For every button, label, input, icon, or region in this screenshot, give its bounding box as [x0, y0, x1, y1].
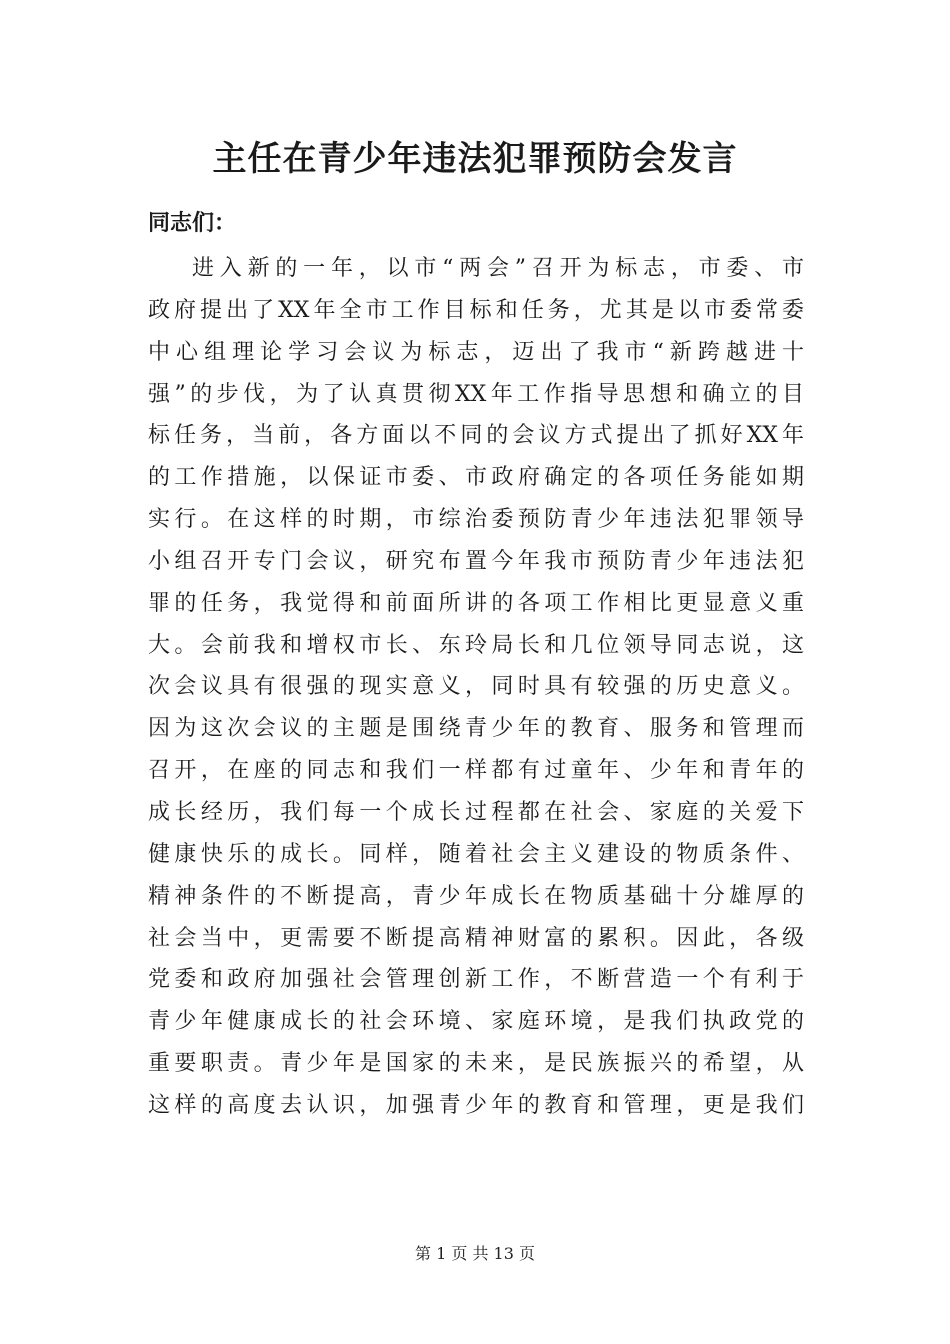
page-number-footer: 第 1 页 共 13 页	[415, 1244, 535, 1263]
body-line: 重要职责。青少年是国家的未来，是民族振兴的希望，从	[148, 1051, 804, 1077]
body-line: 次会议具有很强的现实意义，同时具有较强的历史意义。	[148, 674, 804, 700]
body-line: 强”的步伐，为了认真贯彻XX年工作指导思想和确立的目	[148, 381, 804, 407]
body-line: 成长经历，我们每一个成长过程都在社会、家庭的关爱下	[148, 799, 804, 825]
body-line: 召开，在座的同志和我们一样都有过童年、少年和青年的	[148, 758, 804, 784]
body-line: 罪的任务，我觉得和前面所讲的各项工作相比更显意义重	[148, 590, 804, 616]
body-line: 标任务，当前，各方面以不同的会议方式提出了抓好XX年	[148, 423, 804, 449]
body-line: 精神条件的不断提高，青少年成长在物质基础十分雄厚的	[148, 883, 804, 909]
body-line: 因为这次会议的主题是围绕青少年的教育、服务和管理而	[148, 716, 804, 742]
body-line: 大。会前我和增权市长、东玲局长和几位领导同志说，这	[148, 632, 804, 658]
body-line: 小组召开专门会议，研究布置今年我市预防青少年违法犯	[148, 548, 804, 574]
body-line: 进入新的一年，以市“两会”召开为标志，市委、市	[192, 256, 804, 281]
document-title: 主任在青少年违法犯罪预防会发言	[212, 139, 738, 179]
body-text	[148, 248, 804, 1127]
body-line: 党委和政府加强社会管理创新工作，不断营造一个有利于	[148, 967, 804, 993]
body-line: 社会当中，更需要不断提高精神财富的累积。因此，各级	[148, 925, 804, 951]
salutation: 同志们：	[148, 211, 237, 236]
body-line: 实行。在这样的时期，市综治委预防青少年违法犯罪领导	[148, 507, 804, 533]
body-line: 政府提出了XX年全市工作目标和任务，尤其是以市委常委	[148, 297, 804, 323]
body-line: 健康快乐的成长。同样，随着社会主义建设的物质条件、	[148, 841, 804, 867]
body-line: 中心组理论学习会议为标志，迈出了我市“新跨越进十	[148, 339, 804, 365]
body-line: 青少年健康成长的社会环境、家庭环境，是我们执政党的	[148, 1009, 804, 1035]
body-line: 这样的高度去认识，加强青少年的教育和管理，更是我们	[148, 1092, 804, 1118]
body-line: 的工作措施，以保证市委、市政府确定的各项任务能如期	[148, 465, 804, 491]
